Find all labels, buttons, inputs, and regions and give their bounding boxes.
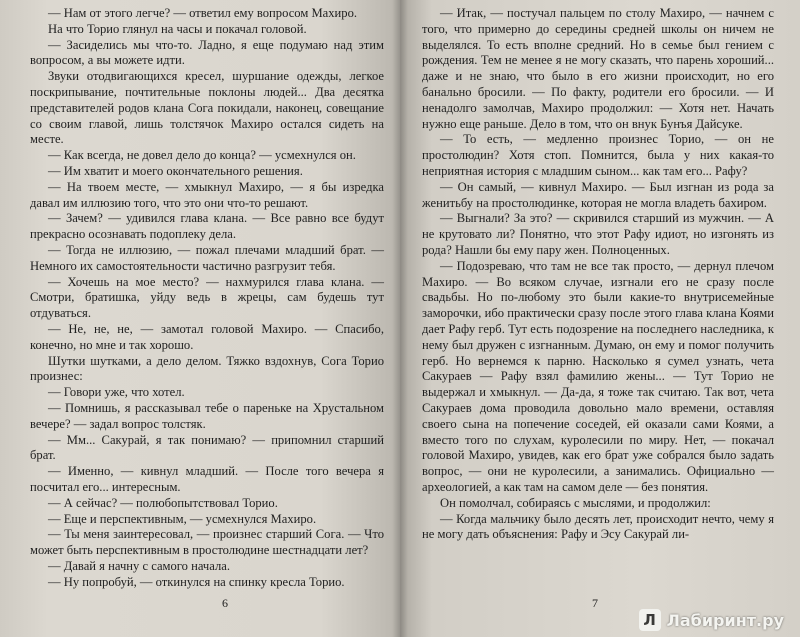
paragraph: — Нам от этого легче? — ответил ему вопросом Махиро. <box>48 6 358 20</box>
left-page-text <box>30 6 384 590</box>
paragraph: — Тогда не иллюзию, — пожал плечами младший брат. — Немного их самостоятельности частично разгрузит тебя. <box>30 242 384 273</box>
right-page <box>400 0 800 637</box>
paragraph: — Он самый, — кивнул Махиро. — Был изгнан из рода за женитьбу на простолюдинке, которая не могла владеть бахиром. <box>422 179 774 210</box>
paragraph: — Говори уже, что хотел. <box>48 385 185 400</box>
right-page-number: 7 <box>592 596 598 610</box>
paragraph: — Именно, — кивнул младший. — После того вечера я посчитал его... интересным. <box>30 464 384 494</box>
paragraph: — Засиделись мы что-то. Ладно, я еще подумаю над этим вопросом, а вы можете идти. <box>30 37 384 68</box>
paragraph: — Мм... Сакурай, я так понимаю? — припомнил старший брат. <box>30 432 384 463</box>
paragraph: — Итак, — постучал пальцем по столу Махиро, — начнем с того, что примерно до середины средней школы он ничем не выделялся. То есть вполне средний. Но в семье был гением с рождения. Тем не менее я не могу сказать, что парень хороший... даже и не знаю, что было в его жизни происходит, но его банально бросили. — По факту, родители его бросили. — И ненадолго замолчав, Махиро продолжил: — Хотя нет. Начать нужно еще раньше. Дело в том, что он внук Бунъя Дайсуке. <box>422 6 774 131</box>
paragraph: — Зачем? — удивился глава клана. — Все равно все будут прекрасно осознавать подоплеку дела. <box>30 211 384 242</box>
left-page-number: 6 <box>222 596 228 610</box>
paragraph: Звуки отодвигающихся кресел, шуршание одежды, легкое поскрипывание, почтительные поклоны людей... Два десятка представителей родов клана Сога покидали, наконец, совещание со своим главой, лишь толстячок Махиро остался сидеть на месте. <box>30 69 384 147</box>
paragraph: — Хочешь на мое место? — нахмурился глава клана. — Смотри, братишка, уйду ведь в жрецы, сам будешь тут отдуваться. <box>30 274 384 321</box>
paragraph: — Им хватит и моего окончательного решения. <box>48 163 303 178</box>
paragraph: — Давай я начну с самого начала. <box>48 558 230 573</box>
paragraph: Шутки шутками, а дело делом. Тяжко вздохнув, Сога Торио произнес: <box>30 353 384 384</box>
paragraph: — Как всегда, не довел дело до конца? — усмехнулся он. <box>48 148 356 163</box>
paragraph: — Не, не, не, — замотал головой Махиро. — Спасибо, конечно, но мне и так хорошо. <box>30 321 384 352</box>
labirint-watermark <box>639 609 784 631</box>
paragraph: — А сейчас? — полюбопытствовал Торио. <box>48 495 278 510</box>
paragraph: — Выгнали? За это? — скривился старший из мужчин. — А не крутовато ли? Понятно, что этот Рафу идиот, но изгонять из рода? Нашли бы ему пару жен. Полноценных. <box>422 211 774 257</box>
paragraph: — Когда мальчику было десять лет, происходит нечто, чему я не могу дать объяснения: Рафу и Эсу Сакурай ли- <box>422 511 774 542</box>
paragraph: На что Торио глянул на часы и покачал головой. <box>48 21 307 36</box>
paragraph: — Ну попробуй, — откинулся на спинку кресла Торио. <box>48 574 345 589</box>
watermark-text: Лабиринт.ру <box>666 610 784 630</box>
paragraph: — Еще и перспективным, — усмехнулся Махиро. <box>48 511 317 526</box>
paragraph: — Помнишь, я рассказывал тебе о пареньке на Хрустальном вечере? — задал вопрос толстяк. <box>30 400 384 431</box>
paragraph: — То есть, — медленно произнес Торио, — он не простолюдин? Хотя стоп. Помнится, была у них какая-то неприятная история с младшим сыном... как там его... Рафу? <box>422 132 774 178</box>
paragraph: Он помолчал, собираясь с мыслями, и продолжил: <box>440 495 711 510</box>
paragraph: — Подозреваю, что там не все так просто, — дернул плечом Махиро. — Во всяком случае, изгнали его не сразу после свадьбы. Но по-любому это были какие-то внутрисемейные заморочки, ибо практически сразу после этого глава клана Коями дает Рафу герб. Тут есть подозрение на последнего наследника, к нему был дружен с изгнанным. Думаю, он ему и помог получить герб. Но вернемся к парню. Насколько я сумел узнать, чета Сакураев — Рафу взял фамилию жены... — Тут Торио не выдержал и хмыкнул. — Да-да, я тоже так считаю. Так вот, чета Сакураев дома проводила довольно мало времени, оставляя своего сына на попечение соседей, ей оказали сами Коями, а вместо того по слухам, куролесили по миру. Нет, — покачал головой Махиро, увидев, как его брат уже собрался было задать вопрос, — они не куролесили, а занимались. Официально — археологией, а как там на самом деле — без понятия. <box>422 258 774 494</box>
paragraph: — Ты меня заинтересовал, — произнес старший Сога. — Что может быть перспективным в простолюдине шестнадцати лет? <box>30 527 384 558</box>
labirint-logo-icon: Л <box>639 609 661 631</box>
right-page-text <box>422 6 774 543</box>
paragraph: — На твоем месте, — хмыкнул Махиро, — я бы изредка давал им иллюзию того, что это они что-то решают. <box>30 179 384 210</box>
book-gutter <box>392 0 408 637</box>
